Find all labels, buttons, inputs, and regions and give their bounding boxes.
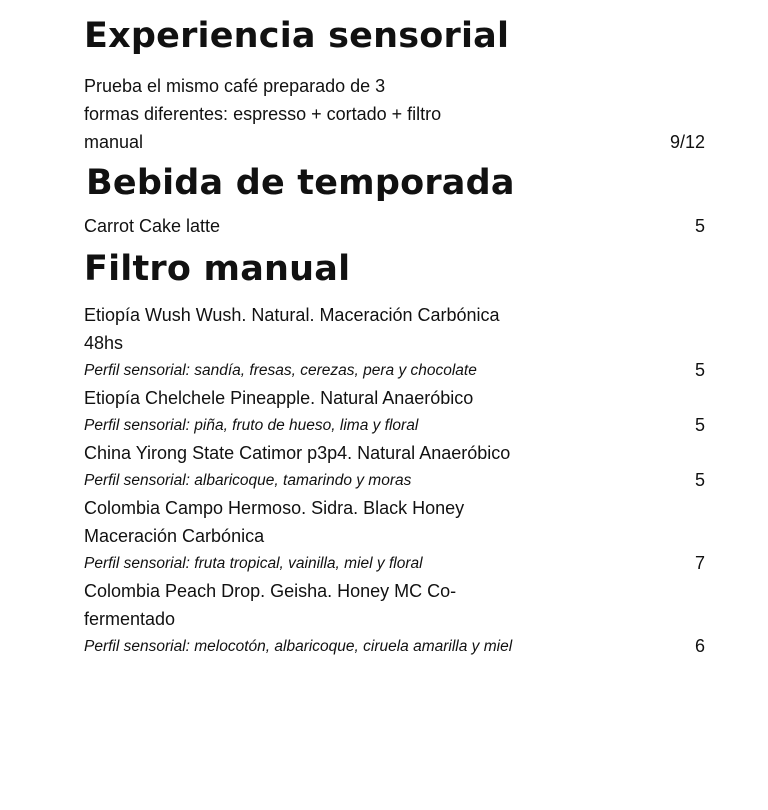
menu-item-name: Carrot Cake latte [84,216,221,236]
menu-item-price: 5 [694,470,705,490]
menu-item-price: 5 [694,360,705,380]
menu-item-name: Etiopía Wush Wush. Natural. Maceración Carbónica 48hs [84,305,500,353]
menu-item [84,301,705,384]
menu-item [84,212,705,240]
section-experiencia-items [84,72,705,156]
coffee-menu [84,0,705,660]
section-title-experiencia: Experiencia sensorial [84,16,510,56]
section-filtro-items [84,301,705,660]
menu-item [84,384,705,439]
menu-item-text [84,384,524,439]
section-title-filtro: Filtro manual [84,249,351,289]
menu-item-price: 7 [694,553,705,573]
menu-item-price: 9/12 [669,132,705,152]
menu-item-price: 5 [694,415,705,435]
menu-item-text [84,577,524,660]
menu-item [84,494,705,577]
menu-item-text [84,494,524,577]
menu-item-profile: Perfil sensorial: fruta tropical, vainilla, miel y floral [84,555,423,572]
menu-item-name: China Yirong State Catimor p3p4. Natural Anaeróbico [84,443,511,463]
menu-item [84,439,705,494]
menu-item [84,72,705,156]
section-title-bebida: Bebida de temporada [86,163,515,203]
menu-item-text [84,72,444,156]
menu-item-price: 6 [694,636,705,656]
menu-item-text [84,301,524,384]
section-bebida-items [84,212,705,240]
menu-item-name: Prueba el mismo café preparado de 3 formas diferentes: espresso + cortado + filtro manual [84,76,442,152]
menu-item-profile: Perfil sensorial: melocotón, albaricoque, ciruela amarilla y miel [84,638,513,655]
menu-item-text [84,439,524,494]
menu-item-price: 5 [694,216,705,236]
menu-item-name: Colombia Peach Drop. Geisha. Honey MC Co-fermentado [84,581,457,629]
menu-item [84,577,705,660]
menu-item-profile: Perfil sensorial: albaricoque, tamarindo y moras [84,472,412,489]
menu-item-name: Colombia Campo Hermoso. Sidra. Black Honey Maceración Carbónica [84,498,465,546]
menu-item-profile: Perfil sensorial: piña, fruto de hueso, lima y floral [84,417,419,434]
menu-item-name: Etiopía Chelchele Pineapple. Natural Anaeróbico [84,388,474,408]
menu-item-text [84,212,524,240]
menu-item-profile: Perfil sensorial: sandía, fresas, cerezas, pera y chocolate [84,362,477,379]
